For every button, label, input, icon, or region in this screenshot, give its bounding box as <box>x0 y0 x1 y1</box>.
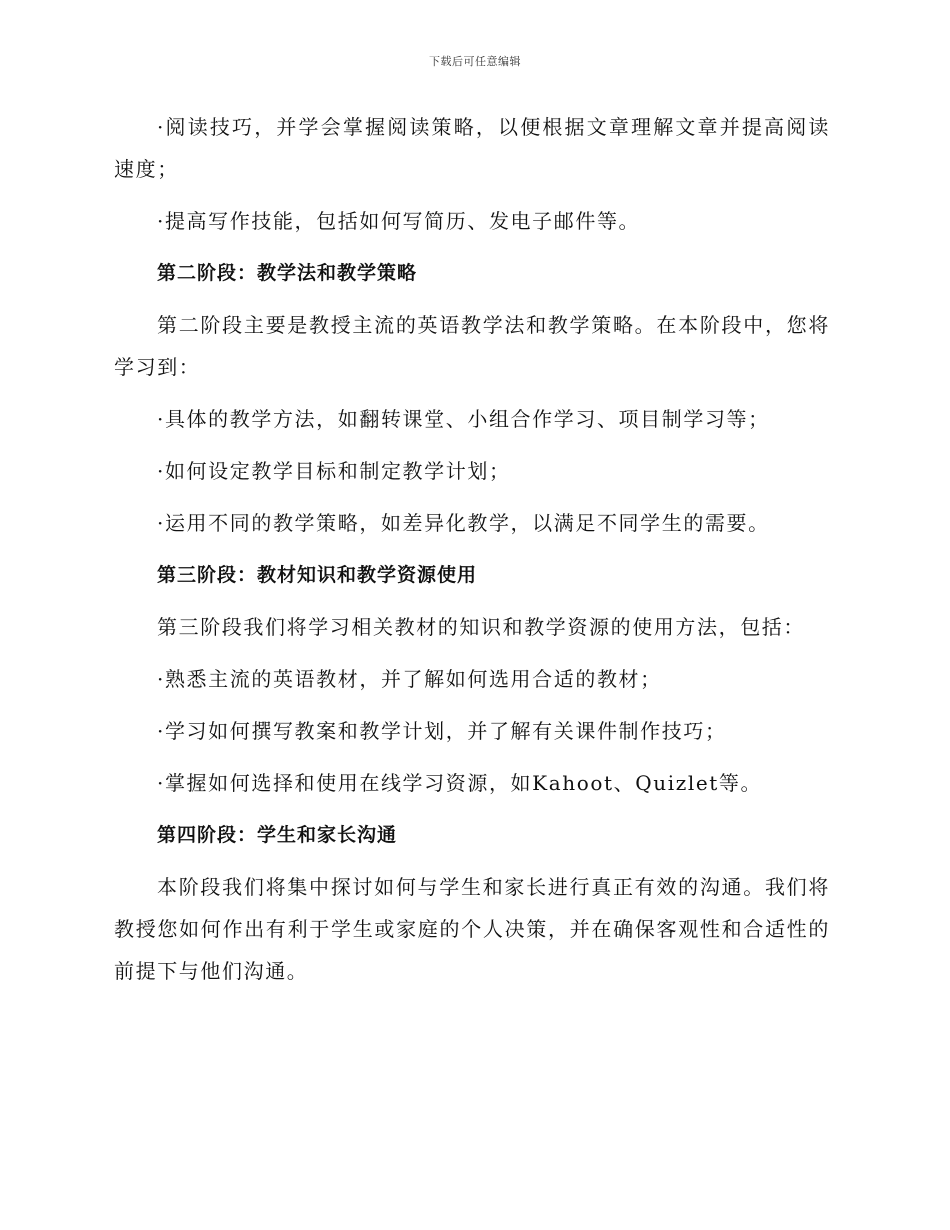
bullet-teaching-methods: ·具体的教学方法，如翻转课堂、小组合作学习、项目制学习等； <box>157 407 770 431</box>
bullet-writing-skills: ·提高写作技能，包括如何写简历、发电子邮件等。 <box>157 209 641 233</box>
section-heading-stage-four: 第四阶段：学生和家长沟通 <box>157 824 398 846</box>
document-body <box>114 106 830 1002</box>
bullet-teaching-goals: ·如何设定教学目标和制定教学计划； <box>157 459 511 483</box>
bullet-teaching-strategies: ·运用不同的教学策略，如差异化教学，以满足不同学生的需要。 <box>157 511 770 535</box>
section-heading-stage-three: 第三阶段：教材知识和教学资源使用 <box>157 564 478 586</box>
bullet-lesson-plans: ·学习如何撰写教案和教学计划，并了解有关课件制作技巧； <box>157 719 727 743</box>
bullet-textbooks: ·熟悉主流的英语教材，并了解如何选用合适的教材； <box>157 667 662 691</box>
paragraph-reading-skills: ·阅读技巧，并学会掌握阅读策略，以便根据文章理解文章并提高阅读速度； <box>114 115 830 181</box>
paragraph-stage-two-intro: 第二阶段主要是教授主流的英语教学法和教学策略。在本阶段中，您将学习到： <box>114 313 830 379</box>
paragraph-stage-three-intro: 第三阶段我们将学习相关教材的知识和教学资源的使用方法，包括： <box>157 615 805 639</box>
page-header: 下载后可任意编辑 <box>429 55 521 68</box>
paragraph-stage-four-intro: 本阶段我们将集中探讨如何与学生和家长进行真正有效的沟通。我们将教授您如何作出有利于学生或家庭的个人决策，并在确保客观性和合适性的前提下与他们沟通。 <box>114 875 830 983</box>
section-heading-stage-two: 第二阶段：教学法和教学策略 <box>157 262 418 284</box>
bullet-online-resources: ·掌握如何选择和使用在线学习资源，如Kahoot、Quizlet等。 <box>157 771 763 795</box>
